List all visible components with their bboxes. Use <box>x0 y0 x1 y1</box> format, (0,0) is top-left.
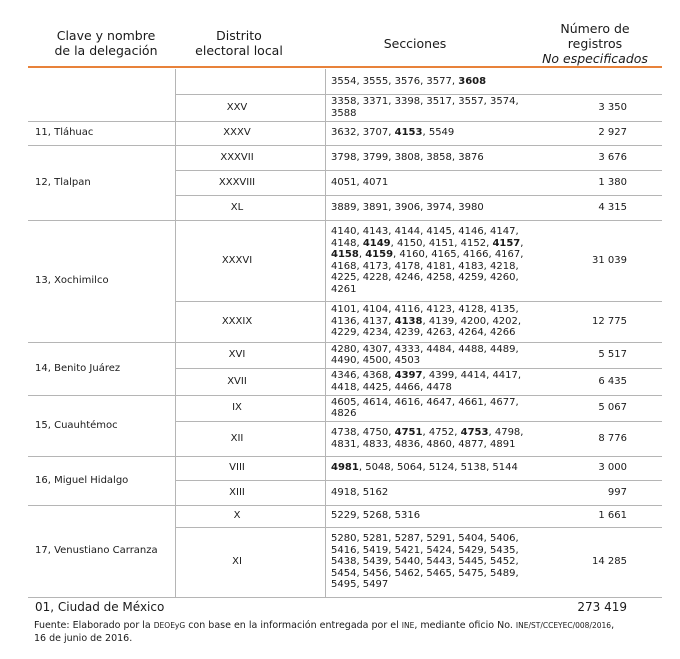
section-line <box>331 304 519 316</box>
section-text: 4831, 4833, 4836, 4860, 4877, 4891 <box>331 438 516 450</box>
section-text: 3889, 3891, 3906, 3974, 3980 <box>331 201 484 213</box>
header-rule <box>28 66 662 68</box>
section-text: , <box>358 249 366 260</box>
distrito-cell: XL <box>230 201 244 213</box>
section-text: , 5048, 5064, 5124, 5138, 5144 <box>358 462 518 474</box>
section-line <box>331 327 515 339</box>
section-text: , <box>520 237 524 249</box>
section-highlight: 4157 <box>492 237 521 249</box>
col-divider-2 <box>325 69 326 597</box>
section-line <box>331 545 519 557</box>
registros-cell: 997 <box>607 486 627 498</box>
section-text: 4229, 4234, 4239, 4263, 4264, 4266 <box>331 327 516 339</box>
distrito-cell: XXV <box>226 101 248 113</box>
registros-cell: 1 661 <box>598 510 627 521</box>
section-line <box>331 568 519 580</box>
row-divider <box>175 301 662 302</box>
distrito-cell: XXXVI <box>221 254 253 266</box>
registros-cell: 3 350 <box>598 101 627 113</box>
section-line <box>331 397 519 409</box>
registros-cell: 31 039 <box>592 254 627 266</box>
delegacion-cell: 14, Benito Juárez <box>35 362 121 374</box>
section-text: 5495, 5497 <box>331 579 389 591</box>
section-highlight: 4981 <box>331 462 359 474</box>
row-divider <box>175 421 662 422</box>
section-text: 4225, 4228, 4246, 4258, 4259, 4260, <box>331 272 519 283</box>
section-text: 5229, 5268, 5316 <box>331 510 421 522</box>
section-text: 4346, 4368, <box>331 370 395 381</box>
section-text: 4738, 4750, <box>331 427 395 438</box>
section-line <box>331 249 523 261</box>
distrito-cell: XIII <box>229 486 245 498</box>
registros-cell: 14 285 <box>592 556 627 567</box>
registros-cell: 3 676 <box>598 151 627 163</box>
section-line <box>331 533 519 545</box>
section-highlight: 4397 <box>394 370 423 381</box>
registros-cell: 6 435 <box>598 375 627 387</box>
section-text: 4280, 4307, 4333, 4484, 4488, 4489, <box>331 343 519 355</box>
section-text: , 4150, 4151, 4152, <box>390 237 493 249</box>
delegacion-cell: 13, Xochimilco <box>35 275 109 286</box>
group-divider <box>28 145 662 146</box>
group-divider <box>28 121 662 122</box>
header-registros-line1: Número de <box>560 21 630 36</box>
distrito-cell: XXXIX <box>221 315 253 327</box>
header-distrito <box>183 28 295 58</box>
section-line <box>331 370 521 382</box>
header-delegacion-line2: de la delegación <box>54 43 158 58</box>
distrito-cell: VIII <box>229 462 245 473</box>
section-line <box>331 272 519 284</box>
section-text: 5280, 5281, 5287, 5291, 5404, 5406, <box>331 533 519 545</box>
section-line <box>331 316 521 328</box>
delegacion-cell: 12, Tlalpan <box>35 176 91 188</box>
section-text: 5438, 5439, 5440, 5443, 5445, 5452, <box>331 556 519 568</box>
distrito-cell: XVI <box>228 349 246 360</box>
section-text: , 4752, <box>422 427 461 438</box>
header-delegacion <box>35 28 177 58</box>
group-divider <box>28 220 662 221</box>
section-text: 4140, 4143, 4144, 4145, 4146, 4147, <box>331 226 519 237</box>
section-line <box>331 108 356 120</box>
section-line <box>331 462 518 474</box>
registros-cell: 5 517 <box>598 349 627 360</box>
section-text: 4261 <box>331 283 357 295</box>
footnote: Fuente: Elaborado por la DEOEyG con base en la información entregada por el INE, mediante oficio No. INE/ST/CCEYEC/008/2016, 16 de junio de 2016. <box>34 620 615 644</box>
registros-cell: 2 927 <box>598 127 627 138</box>
section-line <box>331 427 523 439</box>
section-highlight: 4159 <box>365 249 394 260</box>
section-text: 3632, 3707, <box>331 127 395 139</box>
section-text: 4101, 4104, 4116, 4123, 4128, 4135, <box>331 304 519 316</box>
section-text: 4051, 4071 <box>331 176 389 188</box>
row-divider <box>175 368 662 369</box>
section-line <box>331 439 515 451</box>
section-highlight: 4751 <box>394 427 423 438</box>
header-distrito-line1: Distrito <box>216 28 262 43</box>
row-divider <box>175 195 662 196</box>
row-divider <box>175 94 662 95</box>
section-line <box>331 487 388 499</box>
section-text: , 4139, 4200, 4202, <box>422 315 522 327</box>
row-divider <box>175 527 662 528</box>
section-line <box>331 408 356 420</box>
section-line <box>331 261 519 273</box>
section-text: 4418, 4425, 4466, 4478 <box>331 381 452 393</box>
section-highlight: 4138 <box>394 315 423 327</box>
section-text: 4826 <box>331 408 357 419</box>
total-value: 273 419 <box>577 600 627 614</box>
section-line <box>331 238 523 250</box>
section-text: , 4160, 4165, 4166, 4167, <box>393 249 524 260</box>
header-delegacion-line1: Clave y nombre <box>56 28 156 43</box>
distrito-cell: XXXVIII <box>218 176 256 188</box>
group-divider <box>28 456 662 457</box>
group-divider <box>28 597 662 598</box>
header-registros-line2: registros <box>567 36 623 51</box>
section-text: 4168, 4173, 4178, 4181, 4183, 4218, <box>331 260 519 272</box>
section-line <box>331 76 486 88</box>
section-text: 4918, 5162 <box>331 486 389 498</box>
section-highlight: 4153 <box>394 127 423 139</box>
distrito-cell: XII <box>230 432 244 444</box>
section-line <box>331 226 519 238</box>
row-divider <box>175 480 662 481</box>
header-registros <box>530 21 660 66</box>
section-text: , 5549 <box>422 127 455 139</box>
section-highlight: 4158 <box>331 249 359 260</box>
section-text: 3798, 3799, 3808, 3858, 3876 <box>331 151 484 163</box>
section-highlight: 4753 <box>460 427 489 438</box>
delegacion-cell: 15, Cuauhtémoc <box>35 419 118 431</box>
col-divider-1 <box>175 69 176 597</box>
distrito-cell: X <box>233 510 241 521</box>
total-label: 01, Ciudad de México <box>35 600 165 614</box>
section-text: 4136, 4137, <box>331 315 395 327</box>
section-line <box>331 510 420 522</box>
section-text: 4605, 4614, 4616, 4647, 4661, 4677, <box>331 396 519 408</box>
section-line <box>331 284 356 296</box>
section-highlight: 4149 <box>362 237 391 249</box>
registros-cell: 12 775 <box>592 315 627 327</box>
registros-cell: 3 000 <box>598 462 627 473</box>
section-text: 3554, 3555, 3576, 3577, <box>331 75 459 87</box>
row-divider <box>175 170 662 171</box>
registros-cell: 5 067 <box>598 402 627 413</box>
section-line <box>331 202 484 214</box>
distrito-cell: XXXVII <box>220 151 254 163</box>
section-text: 4148, <box>331 237 363 249</box>
section-text: , 4798, <box>488 427 524 438</box>
delegacion-cell: 17, Venustiano Carranza <box>35 545 158 556</box>
distrito-cell: XXXV <box>223 127 251 138</box>
distrito-cell: XI <box>232 556 242 567</box>
header-distrito-line2: electoral local <box>195 43 283 58</box>
header-secciones: Secciones <box>383 36 447 51</box>
section-text: 5454, 5456, 5462, 5465, 5475, 5489, <box>331 567 519 579</box>
section-line <box>331 382 452 394</box>
section-text: 3358, 3371, 3398, 3517, 3557, 3574, <box>331 96 519 107</box>
delegacion-cell: 16, Miguel Hidalgo <box>35 474 129 486</box>
section-line <box>331 579 388 591</box>
section-line <box>331 177 388 189</box>
registros-cell: 8 776 <box>598 432 627 444</box>
section-line <box>331 355 420 367</box>
delegacion-cell: 11, Tláhuac <box>35 127 94 138</box>
section-text: 3588 <box>331 107 357 119</box>
section-line <box>331 344 519 356</box>
registros-cell: 4 315 <box>598 201 627 213</box>
registros-cell: 1 380 <box>598 176 627 188</box>
section-line <box>331 556 519 568</box>
section-line <box>331 127 454 139</box>
group-divider <box>28 505 662 506</box>
section-text: 4490, 4500, 4503 <box>331 355 421 366</box>
section-text: 5416, 5419, 5421, 5424, 5429, 5435, <box>331 544 519 556</box>
section-text: , 4399, 4414, 4417, <box>422 370 522 381</box>
section-line <box>331 96 519 108</box>
section-line <box>331 152 484 164</box>
distrito-cell: XVII <box>227 375 247 387</box>
distrito-cell: IX <box>232 402 242 413</box>
section-highlight: 3608 <box>458 75 487 87</box>
header-registros-line3: No especificados <box>542 51 648 66</box>
